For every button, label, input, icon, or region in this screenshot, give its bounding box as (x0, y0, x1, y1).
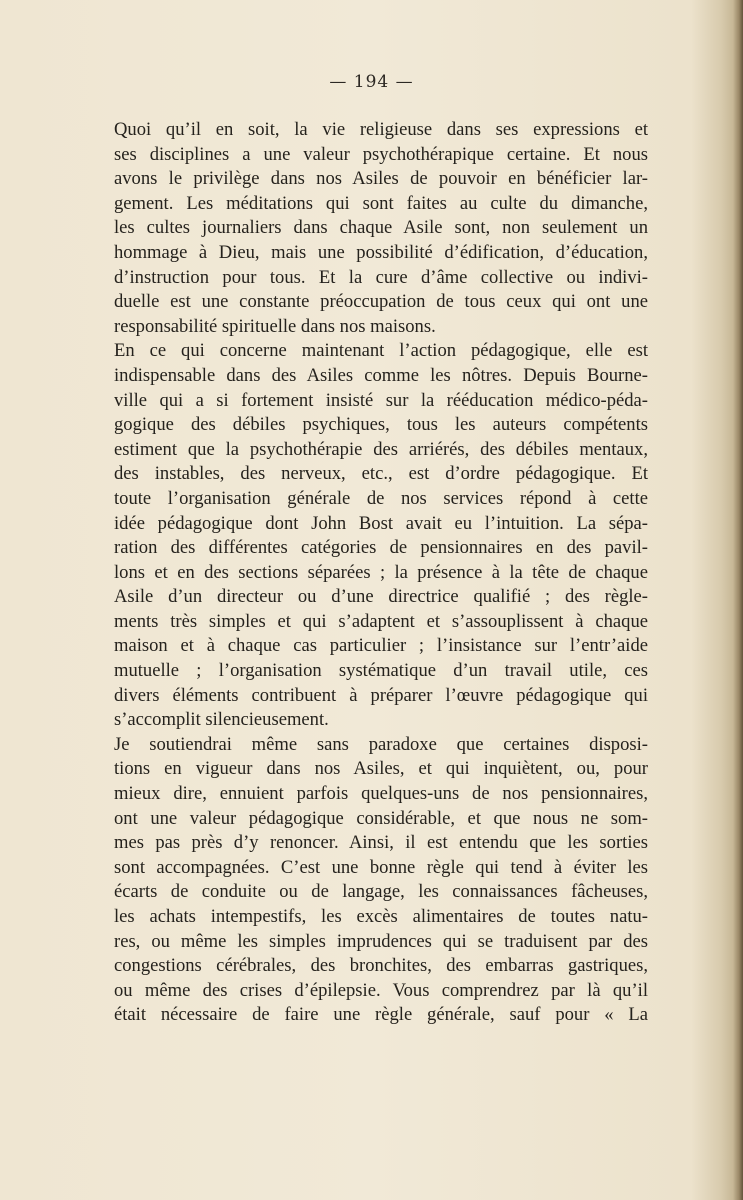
text-line: idée pédagogique dont John Bost avait eu l’intuition. La sépa- (114, 512, 648, 534)
text-line: s’accomplit silencieusement. (114, 709, 329, 731)
text-line: indispensable dans des Asiles comme les nôtres. Depuis Bourne- (114, 364, 648, 386)
text-line: des instables, des nerveux, etc., est d’ordre pédagogique. Et (114, 463, 648, 485)
text-line: Je soutiendrai même sans paradoxe que certaines disposi- (114, 733, 648, 755)
page-number: — 194 — (329, 72, 414, 92)
text-line: mes pas près d’y renoncer. Ainsi, il est entendu que les sorties (114, 832, 648, 854)
paragraph-3 (114, 733, 648, 1028)
text-line: estiment que la psychothérapie des arriérés, des débiles mentaux, (114, 438, 648, 460)
text-line: ville qui a si fortement insisté sur la rééducation médico-péda- (114, 389, 648, 411)
text-line: était nécessaire de faire une règle générale, sauf pour « La (114, 1004, 648, 1026)
text-line: maison et à chaque cas particulier ; l’insistance sur l’entr’aide (114, 635, 648, 657)
text-line: d’instruction pour tous. Et la cure d’âme collective ou indivi- (114, 266, 648, 288)
text-line: lons et en des sections séparées ; la présence à la tête de chaque (114, 561, 648, 583)
text-line: hommage à Dieu, mais une possibilité d’édification, d’éducation, (114, 241, 648, 263)
text-line: ments très simples et qui s’adaptent et s’assouplissent à chaque (114, 610, 648, 632)
text-line: En ce qui concerne maintenant l’action pédagogique, elle est (114, 340, 648, 362)
text-line: toute l’organisation générale de nos services répond à cette (114, 487, 648, 509)
text-line: gogique des débiles psychiques, tous les auteurs compétents (114, 414, 648, 436)
text-line: responsabilité spirituelle dans nos maisons. (114, 315, 436, 337)
paragraph-1 (114, 118, 648, 339)
text-line: divers éléments contribuent à préparer l’œuvre pédagogique qui (114, 684, 648, 706)
text-line: mutuelle ; l’organisation systématique d’un travail utile, ces (114, 660, 648, 682)
text-line: avons le privilège dans nos Asiles de pouvoir en bénéficier lar- (114, 168, 648, 190)
text-line: les achats intempestifs, les excès alimentaires de toutes natu- (114, 906, 648, 927)
text-line: tions en vigueur dans nos Asiles, et qui inquiètent, ou, pour (114, 758, 648, 780)
text-line: les cultes journaliers dans chaque Asile sont, non seulement un (114, 217, 648, 239)
text-line: ont une valeur pédagogique considérable, et que nous ne som- (114, 807, 648, 829)
body-text (114, 118, 648, 1028)
text-line: duelle est une constante préoccupation de tous ceux qui ont une (114, 291, 648, 313)
text-line: ou même des crises d’épilepsie. Vous comprendrez par là qu’il (114, 979, 648, 1001)
text-line: congestions cérébrales, des bronchites, des embarras gastriques, (114, 955, 648, 977)
text-line: mieux dire, ennuient parfois quelques-uns de nos pensionnaires, (114, 783, 648, 805)
text-line: gement. Les méditations qui sont faites au culte du dimanche, (114, 192, 648, 214)
text-line: res, ou même les simples imprudences qui se traduisent par des (114, 930, 648, 952)
text-line: sont accompagnées. C’est une bonne règle qui tend à éviter les (114, 856, 649, 878)
text-line: ration des différentes catégories de pensionnaires en des pavil- (114, 537, 648, 559)
text-line: ses disciplines a une valeur psychothérapique certaine. Et nous (114, 143, 648, 165)
text-line: Quoi qu’il en soit, la vie religieuse dans ses expressions et (114, 119, 648, 140)
page-edge-shadow (733, 0, 743, 1200)
text-line: écarts de conduite ou de langage, les connaissances fâcheuses, (114, 881, 648, 903)
text-line: Asile d’un directeur ou d’une directrice qualifié ; des règle- (114, 586, 648, 608)
paragraph-2 (114, 339, 648, 733)
